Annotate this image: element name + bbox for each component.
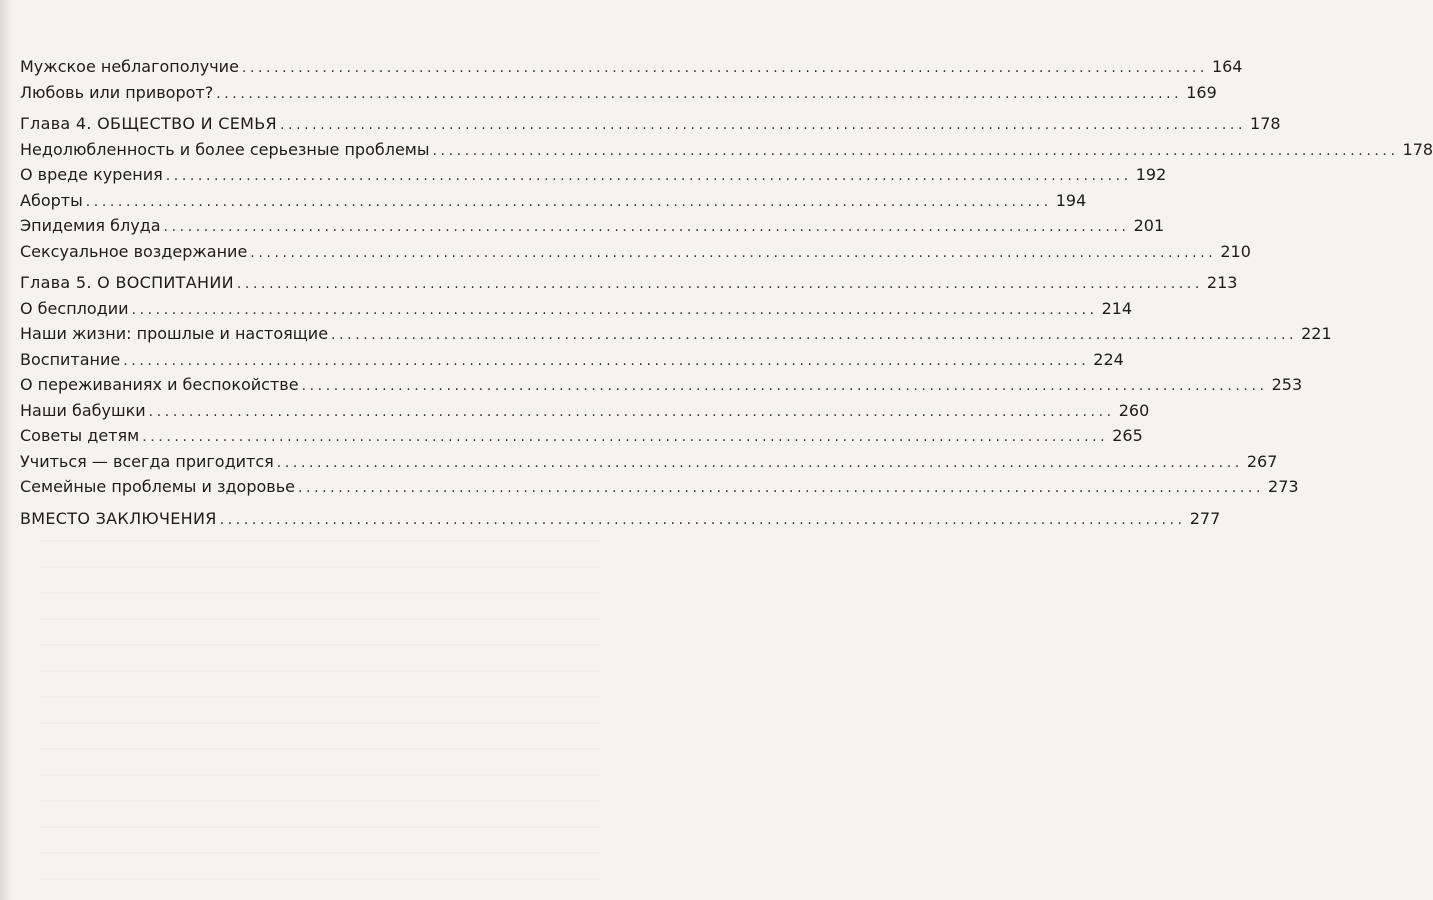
toc-entry-page: 194 bbox=[1055, 190, 1087, 210]
toc-group bbox=[20, 54, 1243, 105]
toc-entry bbox=[20, 347, 1124, 373]
dot-leader: ........................................................................................................................ bbox=[279, 117, 1247, 133]
toc-entry bbox=[20, 54, 1243, 80]
toc-entry-title: Наши бабушки bbox=[20, 400, 146, 420]
toc-entry bbox=[20, 321, 1332, 347]
toc-entry-page: 169 bbox=[1186, 82, 1217, 102]
dot-leader: ........................................................................................................................ bbox=[85, 193, 1052, 210]
toc-entry-page: 214 bbox=[1101, 298, 1133, 318]
dot-leader: ........................................................................................................................ bbox=[432, 142, 1399, 159]
toc-entry-title: Воспитание bbox=[20, 349, 121, 369]
toc-entry bbox=[20, 423, 1143, 449]
dot-leader: ........................................................................................................................ bbox=[216, 85, 1183, 102]
toc-group-conclusion bbox=[20, 506, 1221, 532]
toc-entry bbox=[20, 372, 1303, 398]
toc-entry bbox=[20, 474, 1299, 500]
toc-entry-title: О вреде курения bbox=[20, 165, 163, 184]
dot-leader: ........................................................................................................................ bbox=[301, 378, 1268, 394]
dot-leader: ........................................................................................................................ bbox=[123, 352, 1090, 369]
toc-entry-title: Любовь или приворот? bbox=[20, 82, 214, 102]
toc-entry-page: 178 bbox=[1250, 114, 1281, 133]
toc-entry-page: 164 bbox=[1211, 57, 1243, 76]
dot-leader: ........................................................................................................................ bbox=[219, 511, 1186, 528]
toc-entry-page: 224 bbox=[1093, 349, 1124, 369]
toc-entry-page: 253 bbox=[1271, 375, 1303, 394]
dot-leader: ........................................................................................................................ bbox=[236, 276, 1203, 292]
toc-entry-page: 265 bbox=[1112, 426, 1143, 445]
toc-entry-page: 213 bbox=[1206, 273, 1238, 292]
toc-entry bbox=[20, 296, 1133, 322]
toc-entry-title: Аборты bbox=[20, 190, 83, 210]
toc-entry-title: Глава 5. О ВОСПИТАНИИ bbox=[20, 273, 234, 292]
dot-leader: ........................................................................................................................ bbox=[241, 60, 1208, 76]
toc-entry-page: 210 bbox=[1220, 241, 1251, 261]
toc-entry bbox=[20, 137, 1433, 163]
toc-entry-title: ВМЕСТО ЗАКЛЮЧЕНИЯ bbox=[20, 508, 217, 528]
toc-entry-page: 221 bbox=[1301, 324, 1332, 343]
toc-entry-title: Советы детям bbox=[20, 426, 140, 445]
chapter-heading bbox=[20, 111, 1281, 137]
dot-leader: ........................................................................................................................ bbox=[276, 454, 1243, 471]
dot-leader: ........................................................................................................................ bbox=[142, 429, 1109, 445]
toc-entry-title: Учиться — всегда пригодится bbox=[20, 451, 274, 471]
page-edge bbox=[0, 0, 12, 900]
table-of-contents bbox=[20, 54, 1433, 537]
dot-leader: ........................................................................................................................ bbox=[165, 168, 1132, 184]
toc-entry-title: Недолюбленность и более серьезные проблемы bbox=[20, 139, 430, 159]
toc-entry-title: Мужское неблагополучие bbox=[20, 57, 239, 76]
toc-entry-title: Наши жизни: прошлые и настоящие bbox=[20, 324, 329, 343]
toc-entry-page: 178 bbox=[1402, 139, 1433, 159]
dot-leader: ........................................................................................................................ bbox=[250, 244, 1217, 261]
conclusion-heading bbox=[20, 506, 1221, 532]
toc-entry-page: 192 bbox=[1135, 165, 1167, 184]
toc-entry bbox=[20, 398, 1150, 424]
toc-entry bbox=[20, 213, 1165, 239]
toc-entry-page: 277 bbox=[1189, 508, 1221, 528]
toc-entry bbox=[20, 188, 1087, 214]
dot-leader: ........................................................................................................................ bbox=[131, 301, 1098, 318]
toc-entry-title: Глава 4. ОБЩЕСТВО И СЕМЬЯ bbox=[20, 114, 277, 133]
toc-entry bbox=[20, 239, 1251, 265]
toc-entry-page: 201 bbox=[1133, 216, 1165, 235]
toc-entry-title: Сексуальное воздержание bbox=[20, 241, 248, 261]
toc-entry-page: 267 bbox=[1246, 451, 1278, 471]
toc-entry bbox=[20, 162, 1167, 188]
toc-entry bbox=[20, 80, 1217, 106]
toc-group-chapter-5 bbox=[20, 270, 1332, 500]
dot-leader: ........................................................................................................................ bbox=[331, 327, 1298, 343]
show-through-background bbox=[40, 540, 600, 880]
toc-entry-title: Семейные проблемы и здоровье bbox=[20, 477, 295, 496]
toc-entry-page: 260 bbox=[1118, 400, 1150, 420]
toc-entry bbox=[20, 449, 1278, 475]
dot-leader: ........................................................................................................................ bbox=[163, 219, 1130, 235]
toc-group-chapter-4 bbox=[20, 111, 1433, 264]
toc-entry-page: 273 bbox=[1268, 477, 1299, 496]
dot-leader: ........................................................................................................................ bbox=[148, 403, 1115, 420]
chapter-heading bbox=[20, 270, 1238, 296]
toc-entry-title: Эпидемия блуда bbox=[20, 216, 161, 235]
toc-entry-title: О переживаниях и беспокойстве bbox=[20, 375, 299, 394]
toc-entry-title: О бесплодии bbox=[20, 298, 129, 318]
dot-leader: ........................................................................................................................ bbox=[297, 480, 1265, 496]
